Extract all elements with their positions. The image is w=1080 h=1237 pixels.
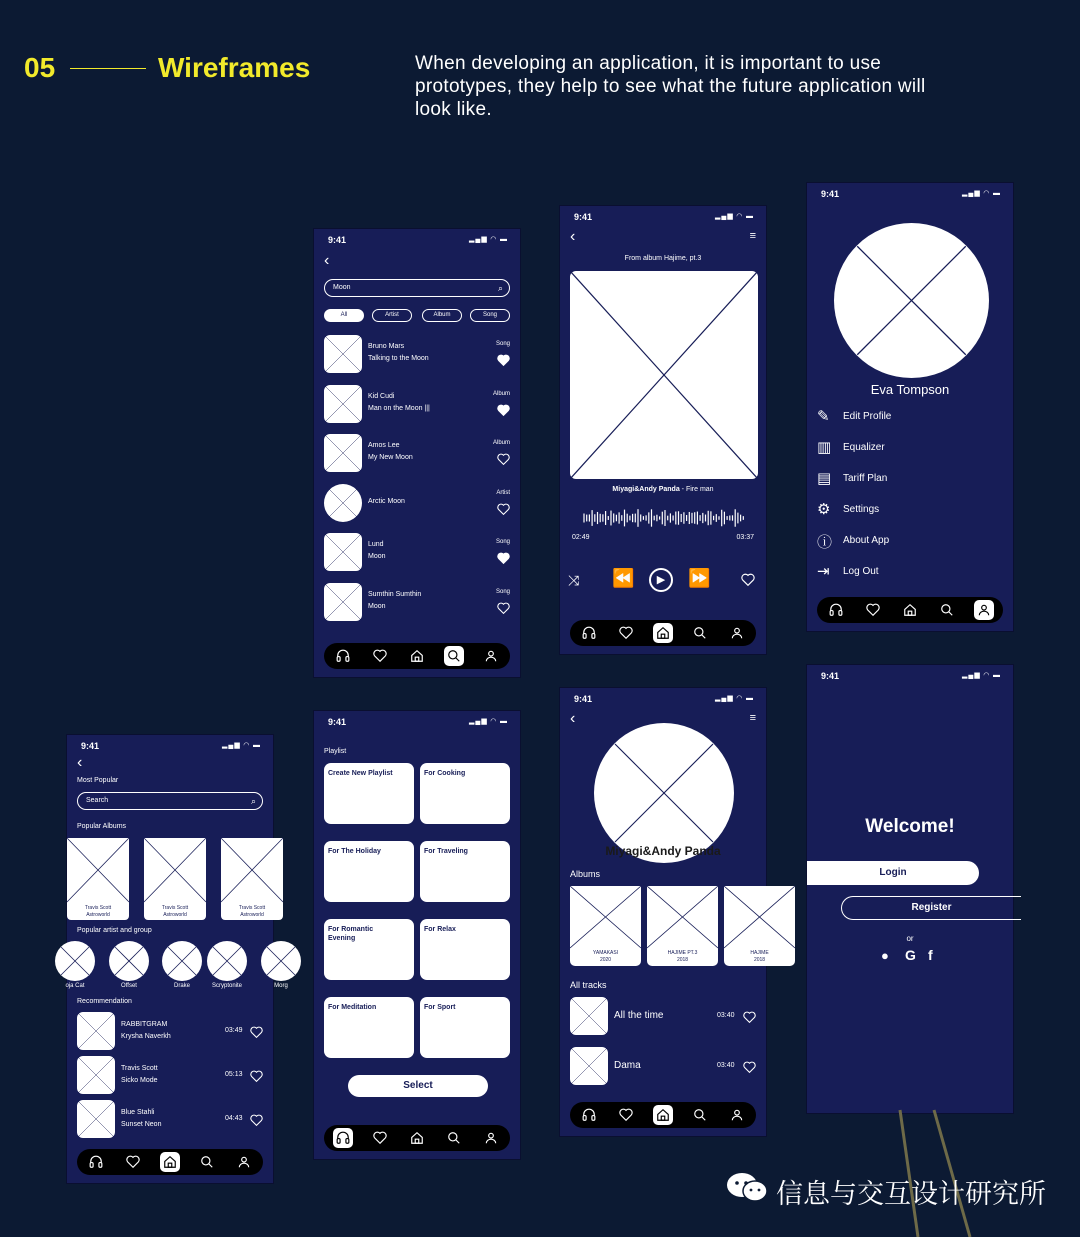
tracks-label: All tracks — [570, 980, 607, 990]
menu-icon[interactable]: ≡ — [749, 712, 756, 724]
like-icon[interactable] — [497, 353, 510, 365]
like-icon[interactable] — [497, 403, 510, 415]
artist-thumbnail — [324, 484, 362, 522]
album-artist: Travis Scott — [238, 905, 266, 911]
result-title: Man on the Moon ||| — [368, 404, 430, 412]
facebook-login-icon[interactable]: f — [928, 947, 933, 963]
play-button[interactable]: ▶ — [649, 568, 673, 592]
album-cover — [570, 271, 758, 479]
rec-line1: RABBITGRAM — [121, 1021, 168, 1028]
album-card[interactable] — [724, 886, 795, 966]
artist-name: Scryptonite — [211, 983, 242, 989]
track-title: All the time — [614, 1010, 664, 1021]
settings-icon: ⚙ — [817, 501, 831, 518]
now-playing-track: - Fire man — [679, 486, 714, 493]
album-card[interactable] — [570, 886, 641, 966]
bottom-nav — [77, 1149, 263, 1175]
playlist-card-title: Create New Playlist — [328, 770, 393, 777]
headphones-icon[interactable] — [579, 623, 599, 643]
result-type: Song — [495, 588, 510, 595]
album-cover — [647, 886, 718, 948]
albums-label: Albums — [570, 869, 601, 879]
from-album-label: From album Hajime, pt.3 — [624, 255, 702, 262]
profile-icon[interactable] — [481, 1128, 501, 1148]
track-thumbnail — [570, 997, 608, 1035]
profile-icon[interactable] — [234, 1152, 254, 1172]
result-title: Moon — [368, 602, 386, 610]
artists-label: Popular artist and group — [77, 927, 152, 934]
album-title: YAMAKASI — [592, 950, 619, 956]
playlist-label: Playlist — [324, 748, 347, 755]
profile-menu-item[interactable] — [817, 407, 997, 427]
like-icon[interactable] — [497, 452, 510, 464]
playlist-card-title: For Romantic Evening — [328, 926, 374, 942]
home-icon[interactable] — [653, 623, 673, 643]
section-number: 05 — [24, 52, 56, 83]
track-row[interactable] — [570, 1047, 758, 1085]
like-icon[interactable] — [250, 1025, 263, 1037]
previous-icon[interactable]: ⏪ — [612, 568, 635, 588]
playlist-card[interactable] — [420, 763, 510, 824]
like-icon[interactable] — [497, 551, 510, 563]
heart-icon[interactable] — [370, 646, 390, 666]
status-bar: 9:41 ▂▄▆ ◠ ▬ — [574, 694, 754, 704]
home-icon[interactable] — [407, 1128, 427, 1148]
divider-line — [70, 68, 146, 69]
profile-menu-item[interactable] — [817, 562, 997, 582]
profile-menu-label: Edit Profile — [843, 411, 892, 422]
cover-thumbnail — [324, 385, 362, 423]
playlist-card-title: For Traveling — [424, 848, 468, 855]
search-icon[interactable] — [690, 1105, 710, 1125]
track-duration: 03:40 — [717, 1062, 735, 1069]
home-icon[interactable] — [653, 1105, 673, 1125]
profile-icon[interactable] — [481, 646, 501, 666]
result-type: Song — [495, 539, 510, 545]
album-year: 2020 — [599, 957, 612, 963]
heart-icon[interactable] — [616, 1105, 636, 1125]
now-playing — [560, 486, 766, 493]
page-title: Most Popular — [77, 777, 119, 784]
track-thumbnail — [570, 1047, 608, 1085]
rec-line2: Sicko Mode — [121, 1077, 158, 1084]
result-type: Song — [495, 341, 510, 347]
search-screen — [313, 228, 521, 678]
album-card[interactable] — [221, 838, 283, 920]
album-title: Astroworld — [240, 912, 264, 918]
headphones-icon[interactable] — [333, 646, 353, 666]
recommendation-row[interactable] — [77, 1012, 265, 1050]
heart-icon[interactable] — [370, 1128, 390, 1148]
bottom-nav — [570, 1102, 756, 1128]
album-card[interactable] — [647, 886, 718, 966]
result-title: Talking to the Moon — [368, 355, 429, 362]
artist-avatar — [207, 941, 247, 981]
playlist-card[interactable] — [420, 919, 510, 980]
google-login-icon[interactable]: G — [905, 947, 916, 963]
bottom-nav — [324, 1125, 510, 1151]
recommendation-row[interactable] — [77, 1100, 265, 1138]
artist-avatar — [162, 941, 202, 981]
section-title: Wireframes — [158, 52, 311, 83]
register-button[interactable]: Register — [841, 896, 1021, 920]
status-bar: 9:41 ▂▄▆ ◠ ▬ — [328, 717, 508, 727]
like-icon[interactable] — [743, 1010, 756, 1022]
bottom-nav — [817, 597, 1003, 623]
logout-icon: ⇥ — [817, 563, 830, 580]
back-icon[interactable]: ‹ — [570, 228, 576, 245]
cover-thumbnail — [324, 583, 362, 621]
bottom-nav — [324, 643, 510, 669]
tariff-icon: ▤ — [817, 470, 832, 487]
result-row[interactable] — [324, 583, 510, 621]
profile-menu-label: Equalizer — [843, 442, 885, 453]
welcome-title: Welcome! — [865, 816, 955, 837]
profile-menu-item[interactable] — [817, 531, 997, 551]
edit-icon: ✎ — [817, 408, 830, 425]
profile-icon[interactable] — [727, 623, 747, 643]
result-type: Album — [492, 440, 510, 446]
playlist-card[interactable] — [324, 763, 414, 824]
heart-icon[interactable] — [863, 600, 883, 620]
result-artist: Lund — [368, 541, 384, 548]
playlist-card[interactable] — [324, 841, 414, 902]
album-card[interactable] — [144, 838, 206, 920]
album-year: 2018 — [753, 957, 766, 963]
album-cover — [724, 886, 795, 948]
artist-name: oja Cat — [65, 983, 85, 989]
headphones-icon[interactable] — [333, 1128, 353, 1148]
rec-line1: Blue Stahli — [121, 1109, 155, 1116]
rec-duration: 05:13 — [225, 1071, 243, 1078]
rec-line1: Travis Scott — [121, 1065, 158, 1072]
search-icon[interactable] — [444, 646, 464, 666]
profile-menu-label: About App — [843, 535, 890, 546]
info-icon: ⓘ — [817, 534, 833, 551]
filter-album[interactable]: Album — [422, 309, 462, 322]
playlist-screen — [313, 710, 521, 1160]
cover-thumbnail — [324, 434, 362, 472]
profile-avatar[interactable] — [834, 223, 989, 378]
album-artist: Travis Scott — [84, 905, 112, 911]
filter-artist[interactable]: Artist — [372, 309, 412, 322]
album-cover — [570, 886, 641, 948]
heart-icon[interactable] — [616, 623, 636, 643]
headphones-icon[interactable] — [579, 1105, 599, 1125]
result-row[interactable] — [324, 533, 510, 571]
playlist-card[interactable] — [324, 997, 414, 1058]
artist-screen — [559, 687, 767, 1137]
like-icon[interactable] — [497, 601, 510, 613]
result-title: Moon — [368, 553, 386, 560]
section-description: When developing an application, it is important to use prototypes, they help to see what the future application will look like. — [415, 53, 926, 120]
search-icon[interactable] — [937, 600, 957, 620]
or-label: or — [906, 934, 914, 943]
profile-icon[interactable] — [727, 1105, 747, 1125]
login-button[interactable]: Login — [807, 861, 979, 885]
result-type: Album — [492, 390, 510, 397]
now-playing-artist: Miyagi&Andy Panda — [612, 486, 680, 493]
profile-menu-label: Log Out — [843, 566, 879, 577]
like-icon[interactable] — [250, 1069, 263, 1081]
status-bar: 9:41 ▂▄▆ ◠ ▬ — [821, 671, 1001, 681]
back-icon[interactable]: ‹ — [324, 252, 330, 269]
menu-icon[interactable]: ≡ — [749, 230, 756, 242]
album-cover — [144, 838, 206, 902]
playlist-card-title: For Relax — [424, 926, 456, 933]
artist-item[interactable] — [207, 941, 249, 993]
recommendation-row[interactable] — [77, 1056, 265, 1094]
select-button[interactable]: Select — [348, 1075, 488, 1097]
album-card[interactable] — [67, 838, 129, 920]
equalizer-icon: ▥ — [817, 439, 832, 456]
profile-menu-item[interactable] — [817, 438, 997, 458]
wechat-icon — [726, 1172, 768, 1204]
result-row[interactable] — [324, 385, 510, 423]
search-input[interactable]: Search ⌕ — [77, 792, 263, 810]
result-artist: Kid Cudi — [368, 392, 395, 400]
album-artist: Travis Scott — [161, 905, 189, 911]
profile-name: Eva Tompson — [870, 382, 950, 397]
bottom-nav — [570, 620, 756, 646]
profile-screen — [806, 182, 1014, 632]
headphones-icon[interactable] — [826, 600, 846, 620]
artist-item[interactable] — [109, 941, 151, 993]
album-title: Astroworld — [163, 912, 187, 918]
player-screen — [559, 205, 767, 655]
artist-avatar — [261, 941, 301, 981]
popular-screen — [65, 734, 288, 1184]
rec-line2: Sunset Neon — [121, 1121, 162, 1128]
track-thumbnail — [77, 1012, 115, 1050]
cover-thumbnail — [324, 335, 362, 373]
result-row[interactable] — [324, 335, 510, 373]
album-cover — [221, 838, 283, 902]
search-icon[interactable] — [197, 1152, 217, 1172]
cover-thumbnail — [324, 533, 362, 571]
search-icon[interactable] — [444, 1128, 464, 1148]
apple-login-icon[interactable]: ● — [881, 948, 889, 963]
artist-avatar — [55, 941, 95, 981]
result-row[interactable] — [324, 434, 510, 472]
next-icon[interactable]: ⏩ — [688, 568, 711, 588]
artist-name: Miyagi&Andy Panda — [605, 844, 721, 858]
album-title: HAJIME — [750, 950, 769, 956]
artist-item[interactable] — [55, 941, 97, 993]
search-icon: ⌕ — [497, 283, 503, 293]
track-duration: 03:40 — [717, 1012, 735, 1019]
recommend-label: Recommendation — [77, 998, 132, 1005]
shuffle-icon[interactable]: ⤨ — [568, 572, 580, 588]
artist-photo — [594, 723, 734, 863]
track-thumbnail — [77, 1100, 115, 1138]
like-icon[interactable] — [497, 502, 510, 514]
home-icon[interactable] — [407, 646, 427, 666]
like-icon[interactable] — [250, 1113, 263, 1125]
status-bar: 9:41 ▂▄▆ ◠ ▬ — [328, 235, 508, 245]
home-icon[interactable] — [900, 600, 920, 620]
artist-item[interactable] — [261, 941, 303, 993]
back-icon[interactable]: ‹ — [570, 710, 576, 727]
track-title: Dama — [614, 1060, 641, 1071]
welcome-screen — [806, 664, 1014, 1114]
search-icon[interactable] — [690, 623, 710, 643]
profile-menu-label: Tariff Plan — [843, 473, 888, 484]
artist-name: Drake — [173, 983, 190, 989]
like-icon[interactable] — [743, 1060, 756, 1072]
playlist-card[interactable] — [420, 997, 510, 1058]
status-bar: 9:41 ▂▄▆ ◠ ▬ — [81, 741, 261, 751]
profile-menu-label: Settings — [843, 504, 880, 515]
profile-icon[interactable] — [974, 600, 994, 620]
album-title: Astroworld — [86, 912, 110, 918]
result-artist: Bruno Mars — [368, 343, 405, 350]
rec-line2: Krysha Naverkh — [121, 1033, 171, 1040]
playlist-card-title: For The Holiday — [328, 848, 381, 855]
playlist-card-title: For Sport — [424, 1004, 456, 1011]
playlist-card-title: For Cooking — [424, 770, 466, 777]
albums-label: Popular Albums — [77, 823, 127, 830]
status-bar: 9:41 ▂▄▆ ◠ ▬ — [574, 212, 754, 222]
result-artist: Arctic Moon — [368, 497, 405, 505]
result-type: Artist — [496, 489, 510, 496]
elapsed-time: 02:49 — [572, 534, 590, 541]
back-icon[interactable]: ‹ — [77, 754, 83, 771]
total-time: 03:37 — [736, 534, 754, 541]
filter-all[interactable]: All — [324, 309, 364, 322]
result-artist: Sumthin Sumthin — [368, 590, 422, 598]
album-title: HAJIME PT.3 — [667, 950, 698, 956]
waveform[interactable] — [582, 506, 746, 530]
result-artist: Amos Lee — [368, 442, 400, 449]
playlist-card[interactable] — [324, 919, 414, 980]
headphones-icon[interactable] — [86, 1152, 106, 1172]
rec-duration: 04:43 — [225, 1115, 243, 1122]
artist-name: Morg — [274, 983, 288, 989]
artist-avatar — [109, 941, 149, 981]
search-input[interactable]: Moon ⌕ — [324, 279, 510, 297]
filter-song[interactable]: Song — [470, 309, 510, 322]
profile-menu-item[interactable] — [817, 469, 997, 489]
search-icon: ⌕ — [250, 796, 256, 806]
heart-icon[interactable] — [123, 1152, 143, 1172]
playlist-card[interactable] — [420, 841, 510, 902]
rec-duration: 03:49 — [225, 1027, 243, 1034]
like-icon[interactable] — [741, 573, 755, 591]
album-year: 2018 — [676, 957, 689, 963]
track-row[interactable] — [570, 997, 758, 1035]
playlist-card-title: For Meditation — [328, 1004, 377, 1011]
home-icon[interactable] — [160, 1152, 180, 1172]
watermark-text: 信息与交互设计研究所 — [776, 1179, 1046, 1210]
profile-menu-item[interactable] — [817, 500, 997, 520]
artist-item[interactable] — [162, 941, 204, 993]
album-cover — [67, 838, 129, 902]
artist-name: Offset — [121, 983, 137, 989]
result-title: My New Moon — [368, 454, 413, 461]
result-row[interactable] — [324, 484, 510, 522]
status-bar: 9:41 ▂▄▆ ◠ ▬ — [821, 189, 1001, 199]
track-thumbnail — [77, 1056, 115, 1094]
